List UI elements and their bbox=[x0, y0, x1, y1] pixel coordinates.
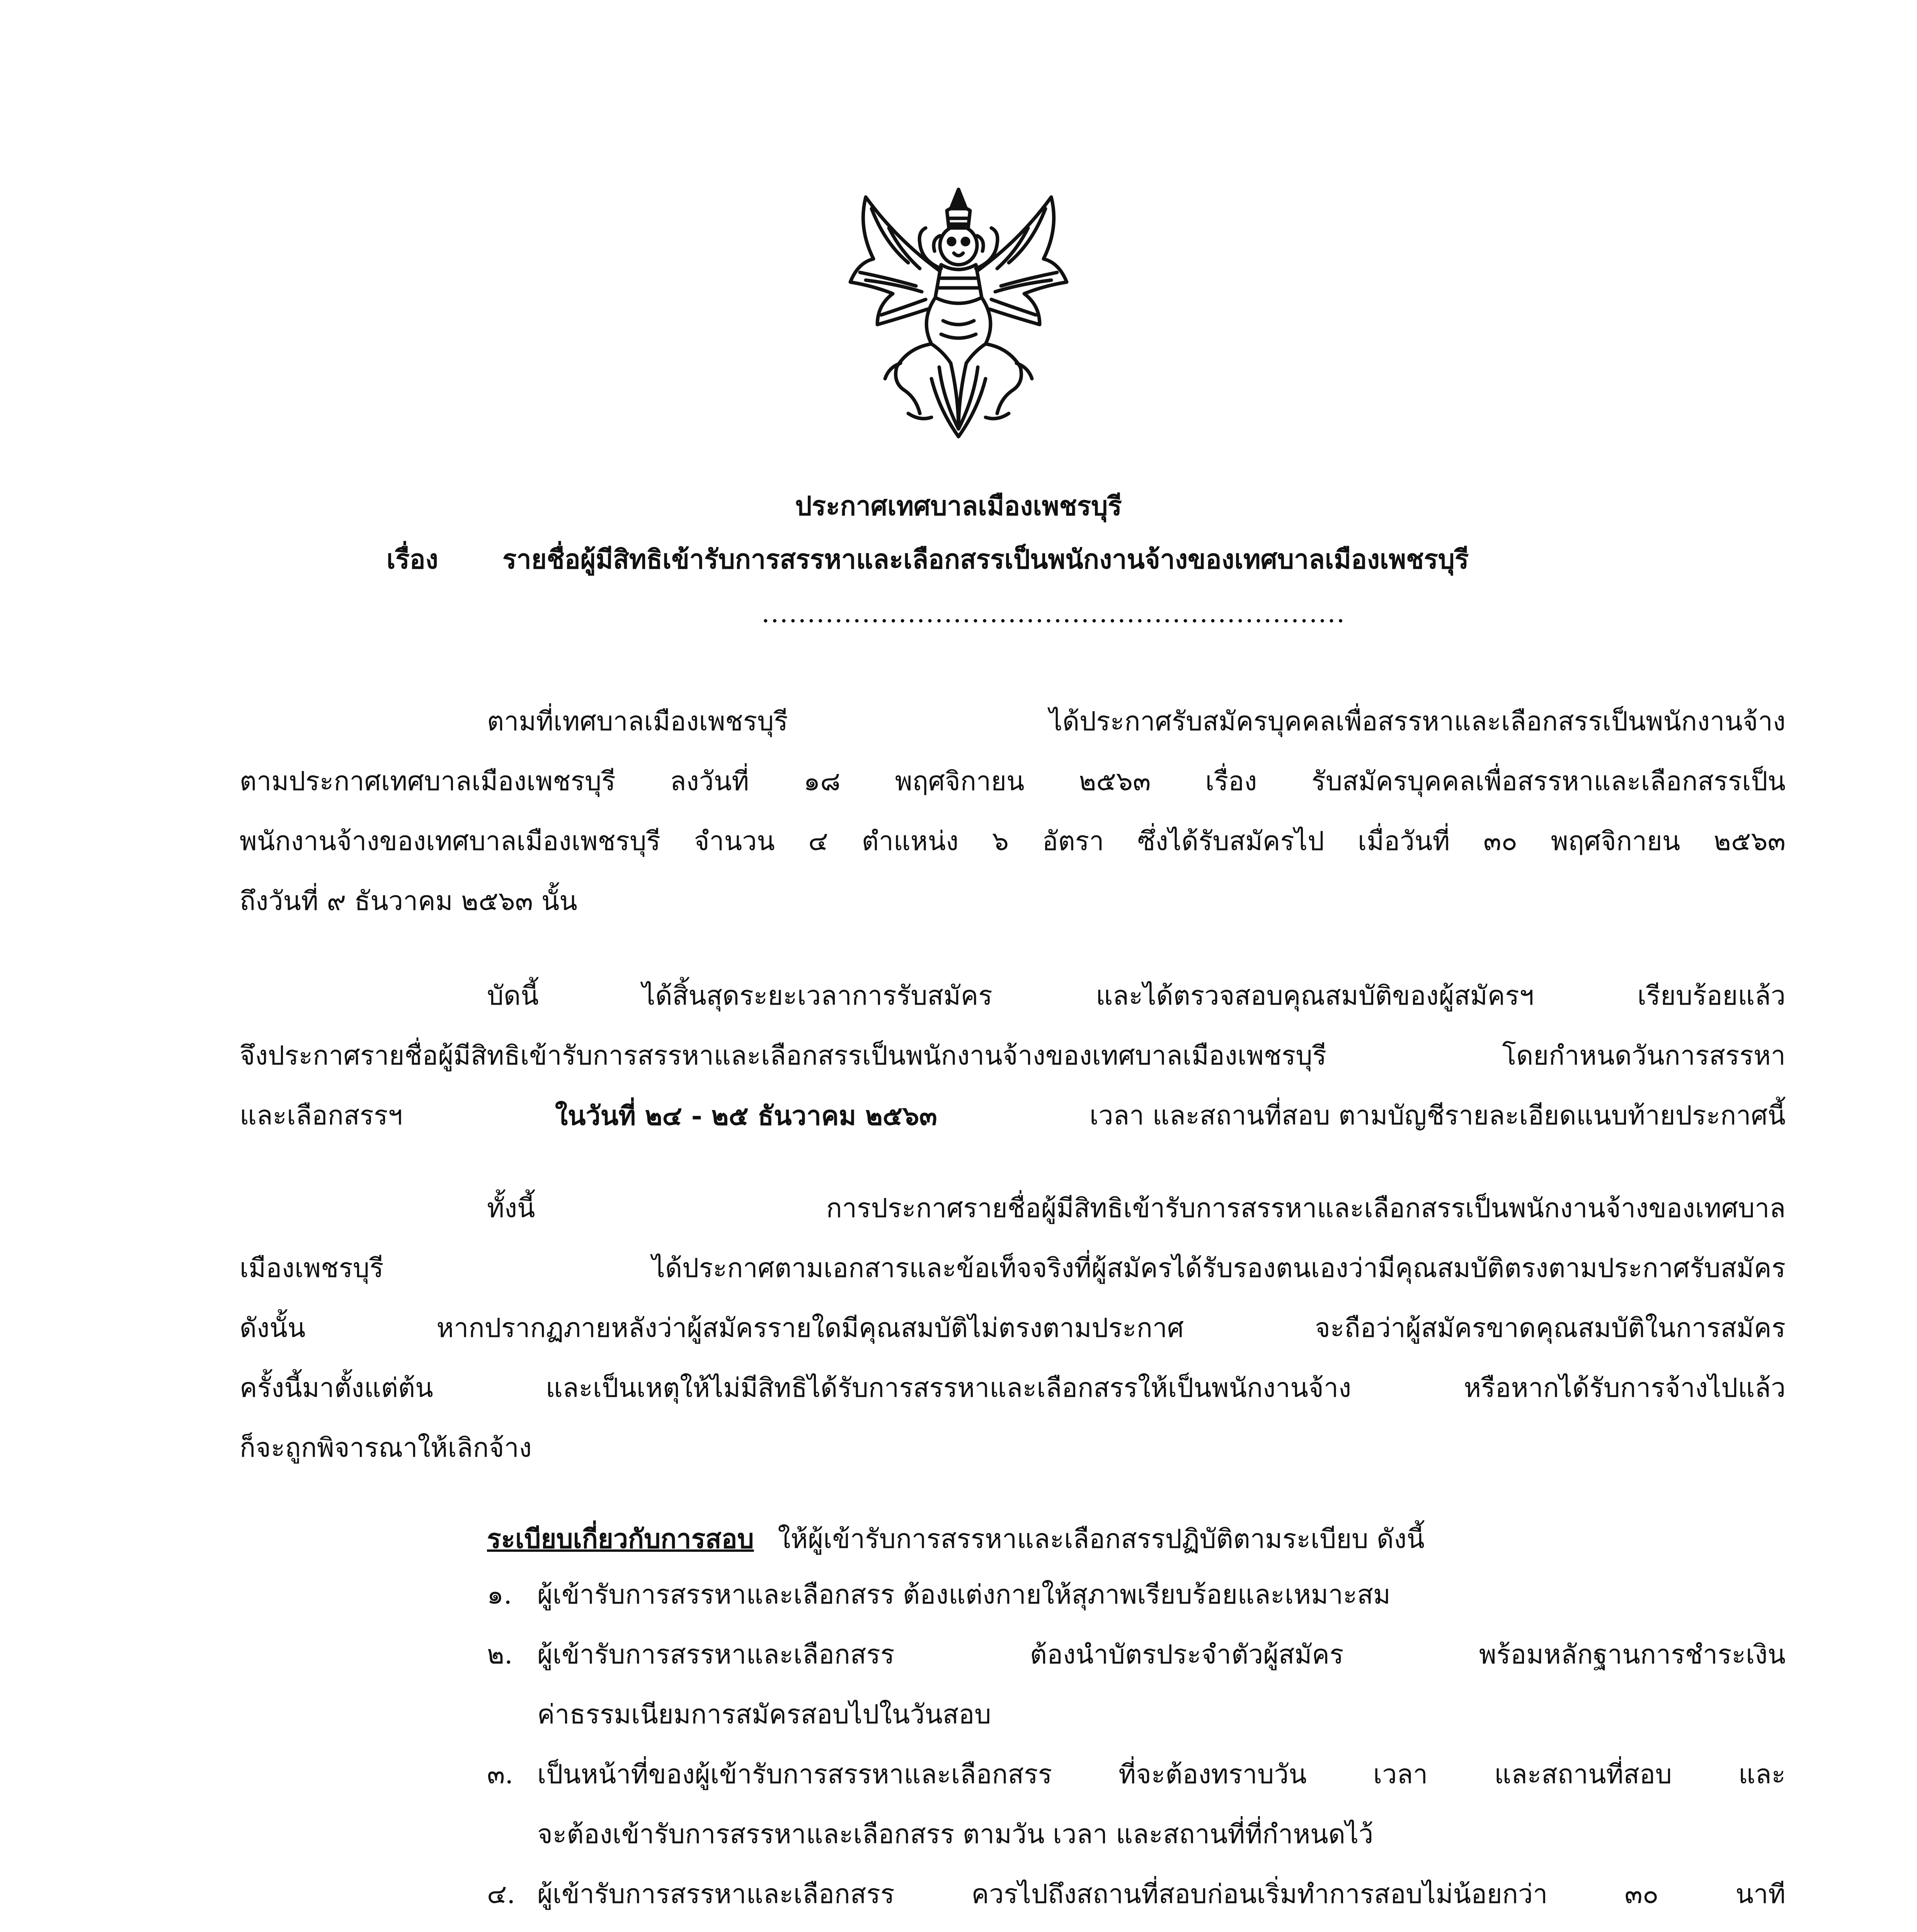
subject-label: เรื่อง bbox=[386, 544, 438, 575]
rule-3-line2: จะต้องเข้ารับการสรรหาและเลือกสรร ตามวัน เวลา และสถานที่ที่กำหนดไว้ bbox=[537, 1819, 1374, 1850]
rule-2-line1: ผู้เข้ารับการสรรหาและเลือกสรร ต้องนำบัตรประจำตัวผู้สมัคร พร้อมหลักฐานการชำระเงิน bbox=[537, 1639, 1786, 1670]
para2-line1: บัดนี้ ได้สิ้นสุดระยะเวลาการรับสมัคร และได้ตรวจสอบคุณสมบัติของผู้สมัครฯ เรียบร้อยแล้ว bbox=[487, 981, 1786, 1011]
rule-4-line1: ผู้เข้ารับการสรรหาและเลือกสรร ควรไปถึงสถานที่สอบก่อนเริ่มทำการสอบไม่น้อยกว่า ๓๐ นาที bbox=[537, 1879, 1786, 1910]
para2-line3 bbox=[240, 1097, 1786, 1134]
subject-text: รายชื่อผู้มีสิทธิเข้ารับการสรรหาและเลือกสรรเป็นพนักงานจ้างของเทศบาลเมืองเพชรบุรี bbox=[502, 544, 1469, 575]
rule-1-line1: ผู้เข้ารับการสรรหาและเลือกสรร ต้องแต่งกายให้สุภาพเรียบร้อยและเหมาะสม bbox=[537, 1580, 1391, 1610]
para1-line1: ตามที่เทศบาลเมืองเพชรบุรี ได้ประกาศรับสมัครบุคคลเพื่อสรรหาและเลือกสรรเป็นพนักงานจ้าง bbox=[487, 706, 1786, 737]
para1-line3: พนักงานจ้างของเทศบาลเมืองเพชรบุรี จำนวน ๔ ตำแหน่ง ๖ อัตรา ซึ่งได้รับสมัครไป เมื่อวันที่ ๓๐ พฤศจิกายน ๒๕๖๓ bbox=[240, 826, 1786, 857]
rule-2-num: ๒. bbox=[487, 1639, 513, 1670]
para3-line4: ครั้งนี้มาตั้งแต่ต้น และเป็นเหตุให้ไม่มีสิทธิได้รับการสรรหาและเลือกสรรให้เป็นพนักงานจ้าง หรือหากได้รับการจ้างไปแล้ว bbox=[240, 1373, 1786, 1403]
para3-line5: ก็จะถูกพิจารณาให้เลิกจ้าง bbox=[240, 1433, 532, 1463]
para2-line3-post: เวลา และสถานที่สอบ ตามบัญชีรายละเอียดแนบท้ายประกาศนี้ bbox=[1089, 1100, 1786, 1131]
rule-3-line1: เป็นหน้าที่ของผู้เข้ารับการสรรหาและเลือกสรร ที่จะต้องทราบวัน เวลา และสถานที่สอบ และ bbox=[537, 1759, 1786, 1790]
header-divider: ................................................................ bbox=[761, 598, 1346, 629]
rule-3-num: ๓. bbox=[487, 1759, 514, 1790]
para3-line2: เมืองเพชรบุรี ได้ประกาศตามเอกสารและข้อเท็จจริงที่ผู้สมัครได้รับรองตนเองว่ามีคุณสมบัติตรงตามประกาศรับสมัคร bbox=[240, 1253, 1786, 1284]
para3-line3: ดังนั้น หากปรากฏภายหลังว่าผู้สมัครรายใดมีคุณสมบัติไม่ตรงตามประกาศ จะถือว่าผู้สมัครขาดคุณสมบัติในการสมัคร bbox=[240, 1313, 1786, 1344]
para1-line4: ถึงวันที่ ๙ ธันวาคม ๒๕๖๓ นั้น bbox=[240, 886, 577, 917]
rule-1-num: ๑. bbox=[487, 1580, 512, 1610]
para3-line1: ทั้งนี้ การประกาศรายชื่อผู้มีสิทธิเข้ารับการสรรหาและเลือกสรรเป็นพนักงานจ้างของเทศบาล bbox=[487, 1193, 1786, 1224]
rule-4-num: ๔. bbox=[487, 1879, 516, 1910]
rules-intro: ให้ผู้เข้ารับการสรรหาและเลือกสรรปฏิบัติตามระเบียบ ดังนี้ bbox=[778, 1524, 1425, 1554]
exam-date-highlight: ในวันที่ ๒๔ - ๒๕ ธันวาคม ๒๕๖๓ bbox=[555, 1100, 937, 1131]
para2-line2: จึงประกาศรายชื่อผู้มีสิทธิเข้ารับการสรรหาและเลือกสรรเป็นพนักงานจ้างของเทศบาลเมืองเพชรบุรี โดยกำหนดวันการสรรหา bbox=[240, 1041, 1786, 1071]
garuda-emblem-icon bbox=[843, 182, 1074, 444]
rules-heading: ระเบียบเกี่ยวกับการสอบ bbox=[487, 1524, 754, 1554]
rule-2-line2: ค่าธรรมเนียมการสมัครสอบไปในวันสอบ bbox=[537, 1699, 991, 1730]
para2-line3-pre: และเลือกสรรฯ bbox=[240, 1100, 403, 1131]
document-title: ประกาศเทศบาลเมืองเพชรบุรี bbox=[795, 491, 1122, 522]
para1-line2: ตามประกาศเทศบาลเมืองเพชรบุรี ลงวันที่ ๑๘ พฤศจิกายน ๒๕๖๓ เรื่อง รับสมัครบุคคลเพื่อสรรหาและเลือกสรรเป็น bbox=[240, 766, 1786, 797]
rules-heading-row bbox=[487, 1520, 1425, 1558]
